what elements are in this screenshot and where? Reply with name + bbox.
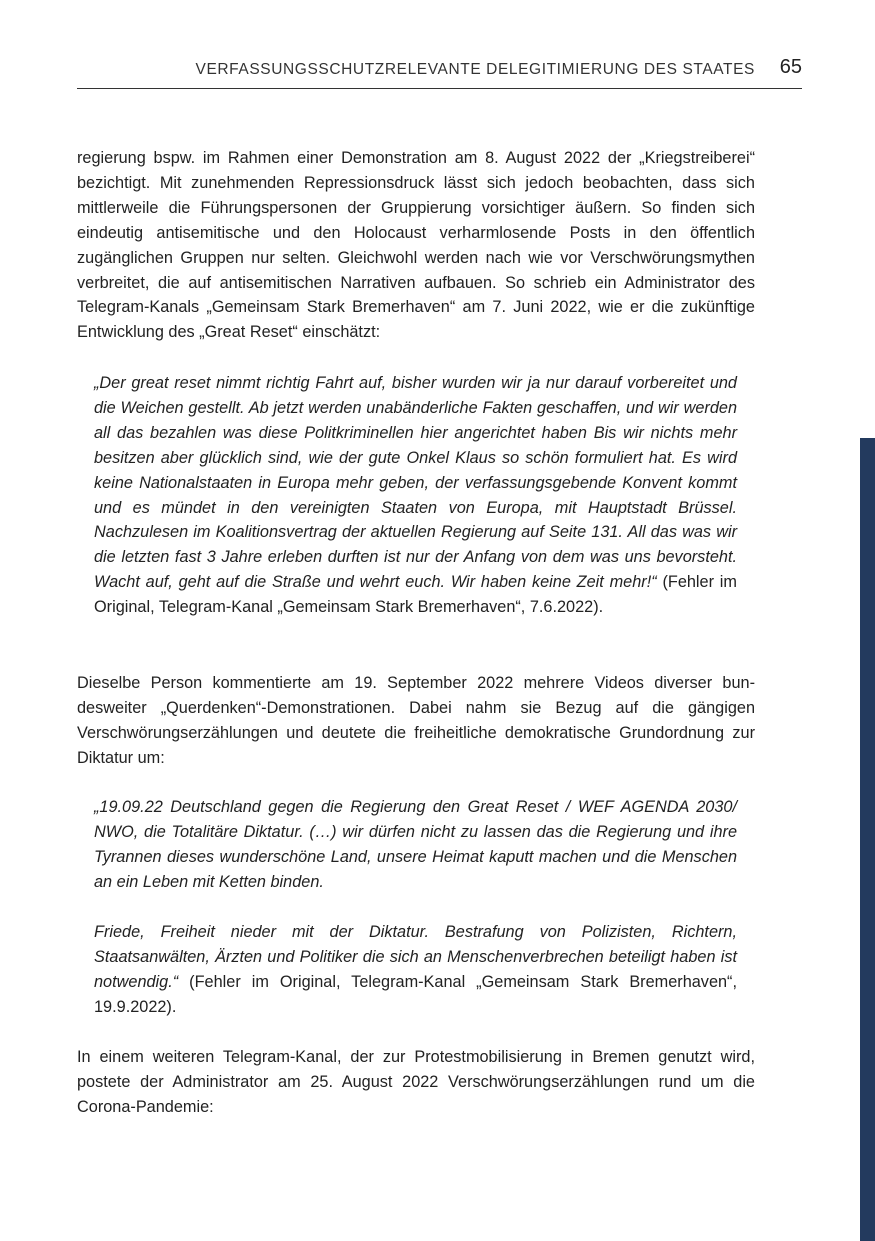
quote-3-text: Friede, Freiheit nieder mit der Diktatur. Bestrafung von Polizisten, Richtern, Staatsanwälten, Ärzten und Politiker die sich an Menschenverbrechen beteiligt haben ist notwendig.“ xyxy=(94,923,737,991)
body-paragraph-2: Dieselbe Person kommentierte am 19. September 2022 mehrere Videos diverser bundesweiter „Querdenken“-Demonstrationen. Dabei nahm sie Bezug auf die gängigen Verschwörungserzählungen und deutete die freiheitliche demokratische Grundordnung zur Diktatur um: xyxy=(77,674,755,767)
quote-1-text: „Der great reset nimmt richtig Fahrt auf, bisher wurden wir ja nur darauf vorbereitet und die Weichen gestellt. Ab jetzt werden unabänderliche Fakten geschaffen, und wir werden all das bezahlen was diese Politkriminellen hier angerichtet haben Bis wir nichts mehr besitzen aber glücklich sind, wie der gute Onkel Klaus so schön formuliert hat. Es wird keine Nationalstaaten in Europa mehr geben, der verfassungsgebende Konvent kommt und es mündet in den vereinigten Staaten von Europa, mit Hauptstadt Brüssel. Nachzulesen im Koalitionsvertrag der aktuellen Regierung auf Seite 131. All das was wir die letzten fast 3 Jahre erleben durften ist nur der Anfang von dem was uns bevorsteht. Wacht auf, geht auf die Straße und wehrt euch. Wir haben keine Zeit mehr!“ xyxy=(94,374,737,592)
running-title: VERFASSUNGSSCHUTZRELEVANTE DELEGITIMIERUNG DES STAATES xyxy=(195,61,755,78)
page-number: 65 xyxy=(779,56,802,78)
body-paragraph-1: regierung bspw. im Rahmen einer Demonstration am 8. August 2022 der „Kriegstreiberei“ bezichtigt. Mit zunehmenden Repressionsdruck lässt sich jedoch beobachten, dass sich mittlerweile die Führungspersonen der Gruppierung vorsichtiger äußern. So finden sich eindeutig antisemitische und den Holocaust verharmlosende Posts in den öffentlich zugänglichen Gruppen nur selten. Gleichwohl werden nach wie vor Verschwörungsmythen verbreitet, die auf antisemitischen Narrativen aufbauen. So schrieb ein Administrator des Telegram-Kanals „Gemeinsam Stark Bremerhaven“ am 7. Juni 2022, wie er die zukünftige Entwicklung des „Great Reset“ einschätzt: xyxy=(77,149,755,342)
quote-2-text: „19.09.22 Deutschland gegen die Regierung den Great Reset / WEF AGENDA 2030/ NWO, die Totalitäre Diktatur. (…) wir dürfen nicht zu lassen das die Regierung und ihre Tyrannen dieses wunderschöne Land, unsere Heimat kaputt machen und die Menschen an ein Leben mit Ketten binden. xyxy=(94,798,737,891)
running-header xyxy=(77,56,802,89)
quote-1-source: (Fehler im Original, Telegram-Kanal „Gemeinsam Stark Bremerhaven“, 7.6.2022). xyxy=(94,573,737,617)
chapter-thumb-tab xyxy=(860,438,875,1241)
block-quote-3 xyxy=(94,920,737,1020)
body-paragraph-3: In einem weiteren Telegram-Kanal, der zur Protestmobilisierung in Bremen genutzt wird, postete der Administrator am 25. August 2022 Verschwörungserzählungen rund um die Corona-Pandemie: xyxy=(77,1048,755,1116)
block-quote-1 xyxy=(94,371,737,620)
quote-3-source: (Fehler im Original, Telegram-Kanal „Gemeinsam Stark Bremerhaven“, 19.9.2022). xyxy=(94,972,737,1016)
block-quote-2 xyxy=(94,795,737,895)
